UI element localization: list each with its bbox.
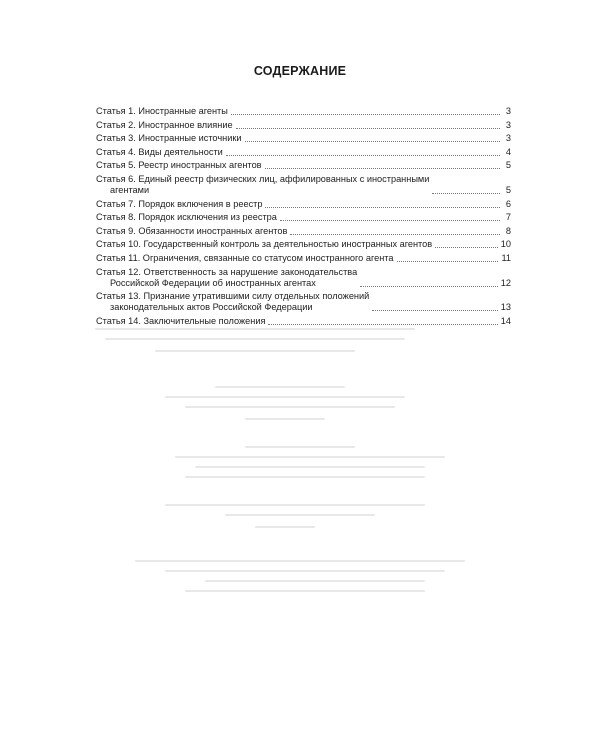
toc-page-number: 3 bbox=[505, 133, 511, 144]
toc-entry-title-line: Статья 1. Иностранные агенты bbox=[96, 106, 228, 116]
toc-entry-title bbox=[96, 239, 435, 250]
toc-entry-title bbox=[96, 267, 360, 289]
toc-entry bbox=[96, 291, 511, 313]
toc-entry bbox=[96, 120, 511, 131]
toc-dot-leader bbox=[397, 260, 499, 262]
toc-page-number: 5 bbox=[505, 160, 511, 171]
toc-entry-title-line: Статья 14. Заключительные положения bbox=[96, 315, 266, 326]
toc-page-number: 11 bbox=[501, 252, 511, 263]
toc-entry-title-line: Статья 4. Виды деятельности bbox=[96, 146, 223, 157]
toc-dot-leader bbox=[265, 206, 500, 208]
toc-entry-title bbox=[96, 291, 372, 313]
toc-dot-leader bbox=[280, 219, 500, 221]
toc-entry-title-line: Статья 8. Порядок исключения из реестра bbox=[96, 212, 277, 223]
toc-page-number: 10 bbox=[500, 239, 511, 250]
toc-entry bbox=[96, 239, 511, 250]
toc-entry bbox=[96, 212, 511, 223]
toc-entry bbox=[96, 253, 511, 264]
toc-entry bbox=[96, 267, 511, 289]
toc-entry bbox=[96, 106, 511, 117]
toc-dot-leader bbox=[265, 167, 500, 169]
toc-dot-leader bbox=[226, 154, 500, 156]
toc-entry-title-line: Статья 3. Иностранные источники bbox=[96, 133, 242, 144]
toc-entry bbox=[96, 226, 511, 237]
toc-entry-title bbox=[96, 226, 290, 237]
toc-entry bbox=[96, 199, 511, 210]
toc-page-number: 14 bbox=[500, 315, 511, 326]
toc-entry bbox=[96, 316, 511, 327]
toc-dot-leader bbox=[245, 140, 501, 142]
toc-entry-title-line: законодательных актов Российской Федерации bbox=[110, 302, 313, 313]
toc-dot-leader bbox=[372, 309, 497, 311]
toc-entry bbox=[96, 174, 511, 196]
toc-dot-leader bbox=[231, 113, 500, 115]
toc-entry-title-line: Статья 2. Иностранное влияние bbox=[96, 119, 233, 130]
toc-page-number: 5 bbox=[505, 184, 511, 195]
toc-entry-title bbox=[96, 120, 236, 131]
toc-entry bbox=[96, 133, 511, 144]
toc-entry bbox=[96, 147, 511, 158]
toc-entry-title-line: Статья 6. Единый реестр физических лиц, аффилированных с иностранными bbox=[96, 173, 430, 184]
toc-entry-title bbox=[96, 133, 245, 144]
toc-page-number: 12 bbox=[500, 277, 511, 288]
toc-page-number: 3 bbox=[505, 119, 511, 130]
toc-dot-leader bbox=[290, 233, 500, 235]
bleed-through-background bbox=[95, 328, 515, 618]
toc-entry bbox=[96, 160, 511, 171]
toc-entry-title-line: Статья 5. Реестр иностранных агентов bbox=[96, 160, 262, 171]
toc-entry-title-line: Статья 13. Признание утратившими силу отдельных положений bbox=[96, 291, 370, 302]
toc-entry-title-line: Статья 10. Государственный контроль за деятельностью иностранных агентов bbox=[96, 239, 433, 250]
toc-entry-title bbox=[96, 316, 268, 327]
toc-dot-leader bbox=[360, 285, 498, 287]
toc-entry-title bbox=[96, 160, 265, 171]
toc-entry-title bbox=[96, 212, 280, 223]
toc-page-number: 3 bbox=[505, 106, 511, 116]
toc-dot-leader bbox=[236, 127, 500, 129]
toc-entry-title-line: Российской Федерации об иностранных агентах bbox=[110, 277, 316, 288]
toc-entry-title bbox=[96, 174, 432, 196]
toc-page-number: 4 bbox=[505, 146, 511, 157]
toc-entry-title-line: Статья 7. Порядок включения в реестр bbox=[96, 198, 263, 209]
toc-entry-title-line: Статья 12. Ответственность за нарушение законодательства bbox=[96, 266, 358, 277]
toc-dot-leader bbox=[435, 246, 498, 248]
page-title: СОДЕРЖАНИЕ bbox=[253, 64, 347, 78]
toc-entry-title-line: агентами bbox=[110, 184, 150, 195]
toc-entry-title-line: Статья 11. Ограничения, связанные со статусом иностранного агента bbox=[96, 252, 394, 263]
toc-dot-leader bbox=[268, 323, 497, 325]
toc-entry-title bbox=[96, 253, 397, 264]
toc-entry-title-line: Статья 9. Обязанности иностранных агентов bbox=[96, 225, 288, 236]
toc-entry-title bbox=[96, 106, 231, 117]
toc-entry-title bbox=[96, 199, 265, 210]
toc-page-number: 8 bbox=[505, 225, 511, 236]
toc-entry-title bbox=[96, 147, 226, 158]
toc-page-number: 7 bbox=[505, 212, 511, 223]
toc-page-number: 6 bbox=[505, 198, 511, 209]
table-of-contents bbox=[96, 106, 511, 329]
toc-page-number: 13 bbox=[500, 302, 511, 313]
toc-dot-leader bbox=[432, 192, 500, 194]
